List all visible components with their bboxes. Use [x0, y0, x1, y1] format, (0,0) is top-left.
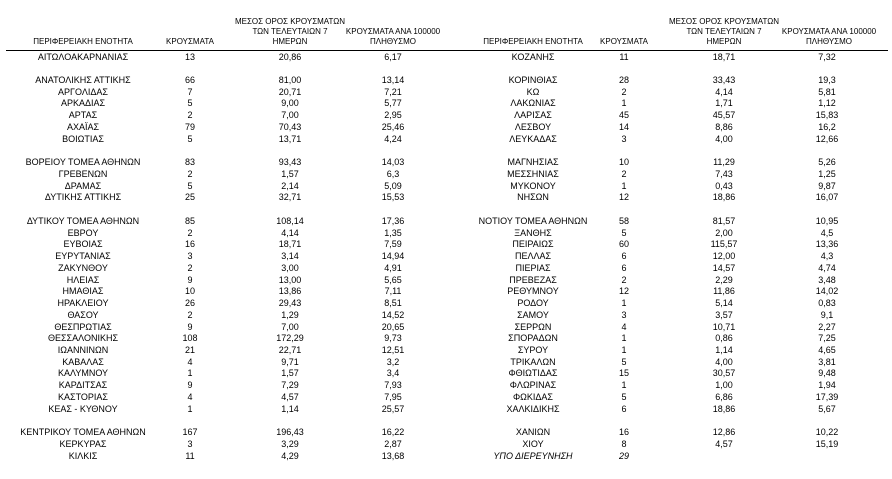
cell-cases: 13 — [184, 51, 195, 62]
cell-per100k: 5,09 — [384, 180, 402, 191]
cell-avg7: 0,86 — [715, 333, 733, 344]
cell-cases: 2 — [621, 168, 627, 179]
cell-region: ΚΑΛΥΜΝΟΥ — [57, 368, 109, 379]
header-avg7: ΜΕΣΟΣ ΟΡΟΣ ΚΡΟΥΣΜΑΤΩΝ ΤΩΝ ΤΕΛΕΥΤΑΙΩΝ 7 ΗΜΕΡΩΝ — [234, 17, 346, 46]
cell-per100k: 1,35 — [384, 227, 402, 238]
cell-cases: 2 — [187, 309, 193, 320]
cell-avg7: 1,57 — [281, 168, 299, 179]
cell-region: ΑΡΚΑΔΙΑΣ — [60, 98, 106, 109]
cell-cases: 60 — [618, 239, 629, 250]
cell-per100k: 15,19 — [815, 438, 839, 449]
cell-per100k: 4,91 — [384, 262, 402, 273]
cell-cases: 1 — [621, 298, 627, 309]
cell-region: ΛΕΣΒΟΥ — [514, 121, 552, 132]
cell-cases: 3 — [187, 251, 193, 262]
cell-per100k: 0,83 — [818, 298, 836, 309]
cell-region: ΔΡΑΜΑΣ — [64, 180, 102, 191]
cell-avg7: 1,14 — [715, 345, 733, 355]
cell-cases: 7 — [187, 86, 193, 97]
cell-region: ΞΑΝΘΗΣ — [514, 227, 552, 238]
cell-region: ΓΡΕΒΕΝΩΝ — [58, 168, 108, 179]
cell-per100k: 1,94 — [818, 380, 836, 391]
cell-region: ΝΟΤΙΟΥ ΤΟΜΕΑ ΑΘΗΝΩΝ — [478, 215, 588, 226]
cell-avg7: 81,00 — [278, 74, 302, 85]
cell-avg7: 1,29 — [281, 309, 299, 320]
cell-cases: 2 — [187, 227, 193, 238]
cell-per100k: 25,46 — [381, 121, 405, 132]
cell-avg7: 4,29 — [281, 450, 299, 461]
cell-avg7: 3,29 — [281, 438, 299, 449]
cell-cases: 16 — [184, 239, 195, 250]
cell-avg7: 70,43 — [278, 121, 302, 132]
cell-per100k: 9,73 — [384, 333, 402, 344]
cell-per100k: 12,51 — [381, 345, 405, 355]
cell-avg7: 30,57 — [712, 368, 736, 379]
cell-avg7: 18,71 — [712, 51, 736, 62]
cell-avg7: 4,57 — [715, 438, 733, 449]
cell-cases: 2 — [621, 274, 627, 285]
cell-cases: 6 — [621, 403, 627, 414]
cell-per100k: 2,95 — [384, 110, 402, 121]
cell-cases: 2 — [187, 110, 193, 121]
cell-avg7: 10,71 — [712, 321, 736, 332]
cell-per100k: 5,26 — [818, 157, 836, 168]
header-cases: ΚΡΟΥΣΜΑΤΑ — [166, 37, 214, 46]
cell-avg7: 14,57 — [712, 262, 736, 273]
cell-per100k: 1,12 — [818, 98, 836, 109]
cell-avg7: 196,43 — [276, 427, 304, 438]
cell-per100k: 4,74 — [818, 262, 836, 273]
cell-avg7: 22,71 — [278, 345, 302, 355]
cell-cases: 10 — [184, 286, 195, 297]
cell-avg7: 172,29 — [276, 333, 304, 344]
cell-per100k: 6,3 — [386, 168, 400, 179]
cell-region: ΗΜΑΘΙΑΣ — [62, 286, 104, 297]
cell-region: ΧΙΟΥ — [522, 438, 544, 449]
cell-avg7: 1,71 — [715, 98, 733, 109]
cell-avg7: 3,00 — [281, 262, 299, 273]
cell-region: ΣΥΡΟΥ — [517, 345, 549, 355]
cell-cases: 12 — [618, 286, 629, 297]
cell-region: ΚΕΝΤΡΙΚΟΥ ΤΟΜΕΑ ΑΘΗΝΩΝ — [20, 427, 146, 438]
cell-region: ΚΟΡΙΝΘΙΑΣ — [508, 74, 558, 85]
cell-per100k: 9,48 — [818, 368, 836, 379]
cell-cases: 83 — [184, 157, 195, 168]
cell-cases: 9 — [187, 274, 193, 285]
cell-avg7: 6,86 — [715, 391, 733, 402]
cell-cases: 29 — [618, 450, 629, 461]
cell-per100k: 13,14 — [381, 74, 405, 85]
cell-per100k: 17,36 — [381, 215, 405, 226]
cell-cases: 5 — [621, 227, 627, 238]
cell-cases: 8 — [621, 438, 627, 449]
cell-per100k: 14,02 — [815, 286, 839, 297]
cell-avg7: 18,86 — [712, 403, 736, 414]
cell-cases: 14 — [618, 121, 629, 132]
cell-per100k: 17,39 — [815, 391, 839, 402]
cell-cases: 28 — [618, 74, 629, 85]
cell-region: ΚΑΣΤΟΡΙΑΣ — [58, 391, 108, 402]
cell-cases: 1 — [621, 98, 627, 109]
cell-per100k: 14,03 — [381, 157, 405, 168]
cell-avg7: 4,14 — [281, 227, 299, 238]
cell-per100k: 9,1 — [820, 309, 834, 320]
cell-avg7: 108,14 — [276, 215, 304, 226]
cell-region: ΣΑΜΟΥ — [517, 309, 549, 320]
cell-cases: 16 — [618, 427, 629, 438]
cell-per100k: 5,65 — [384, 274, 402, 285]
cell-cases: 11 — [185, 450, 195, 461]
cell-avg7: 13,00 — [278, 274, 302, 285]
cell-avg7: 3,57 — [715, 309, 733, 320]
cell-cases: 4 — [187, 356, 193, 367]
cell-region: ΚΙΛΚΙΣ — [68, 450, 98, 461]
cell-cases: 5 — [621, 356, 627, 367]
cell-per100k: 15,53 — [381, 192, 405, 203]
cell-avg7: 45,57 — [712, 110, 736, 121]
cell-avg7: 11,86 — [713, 286, 735, 297]
cell-avg7: 2,00 — [715, 227, 733, 238]
cell-cases: 12 — [618, 192, 629, 203]
cell-region: ΦΛΩΡΙΝΑΣ — [509, 380, 557, 391]
cell-avg7: 33,43 — [712, 74, 736, 85]
cell-per100k: 7,32 — [818, 51, 836, 62]
cell-region: ΙΩΑΝΝΙΝΩΝ — [57, 345, 109, 355]
cell-region: ΚΑΡΔΙΤΣΑΣ — [58, 380, 108, 391]
cell-cases: 79 — [184, 121, 195, 132]
cell-region: ΔΥΤΙΚΟΥ ΤΟΜΕΑ ΑΘΗΝΩΝ — [26, 215, 140, 226]
cell-per100k: 7,21 — [384, 86, 402, 97]
cell-per100k: 16,2 — [818, 121, 836, 132]
cell-region: ΖΑΚΥΝΘΟΥ — [58, 262, 108, 273]
cell-avg7: 7,29 — [281, 380, 299, 391]
cell-per100k: 19,3 — [818, 74, 836, 85]
header-per100k: ΚΡΟΥΣΜΑΤΑ ΑΝΑ 100000 ΠΛΗΘΥΣΜΟ — [781, 27, 877, 46]
cell-per100k: 3,4 — [386, 368, 400, 379]
header-region: ΠΕΡΙΦΕΡΕΙΑΚΗ ΕΝΟΤΗΤΑ — [483, 37, 583, 46]
cell-cases: 25 — [184, 192, 195, 203]
cell-per100k: 7,11 — [384, 286, 402, 297]
cell-avg7: 13,86 — [278, 286, 302, 297]
cell-region: ΑΙΤΩΛΟΑΚΑΡΝΑΝΙΑΣ — [37, 51, 129, 62]
cell-region: ΧΑΛΚΙΔΙΚΗΣ — [506, 403, 560, 414]
cell-cases: 5 — [187, 133, 193, 144]
cell-cases: 3 — [187, 438, 193, 449]
cell-region: ΛΑΚΩΝΙΑΣ — [510, 98, 556, 109]
cell-per100k: 7,95 — [384, 391, 402, 402]
cell-per100k: 6,17 — [384, 51, 402, 62]
cell-cases: 9 — [187, 380, 193, 391]
cell-cases: 2 — [187, 168, 193, 179]
cell-region: ΚΕΑΣ - ΚΥΘΝΟΥ — [48, 403, 118, 414]
cell-avg7: 4,00 — [715, 133, 733, 144]
cell-region: ΗΛΕΙΑΣ — [66, 274, 100, 285]
header-cases: ΚΡΟΥΣΜΑΤΑ — [600, 37, 648, 46]
cell-per100k: 4,5 — [820, 227, 834, 238]
cell-avg7: 1,57 — [281, 368, 299, 379]
cell-per100k: 4,3 — [820, 251, 834, 262]
cell-per100k: 25,57 — [381, 403, 405, 414]
cell-cases: 167 — [182, 427, 198, 438]
table-right-half — [446, 0, 892, 479]
cell-region: ΜΕΣΣΗΝΙΑΣ — [507, 168, 559, 179]
cell-region: ΛΕΥΚΑΔΑΣ — [509, 133, 557, 144]
cell-per100k: 9,87 — [818, 180, 836, 191]
cell-per100k: 5,67 — [818, 403, 836, 414]
cell-region: ΘΕΣΣΑΛΟΝΙΚΗΣ — [47, 333, 119, 344]
cell-avg7: 81,57 — [712, 215, 736, 226]
cell-avg7: 7,00 — [281, 110, 299, 121]
cell-region: ΚΩ — [526, 86, 540, 97]
cell-cases: 9 — [187, 321, 193, 332]
cell-cases: 58 — [618, 215, 629, 226]
cell-region: ΕΒΡΟΥ — [67, 227, 99, 238]
cell-per100k: 16,07 — [815, 192, 839, 203]
cell-region: ΑΧΑΪΑΣ — [66, 121, 100, 132]
cell-region: ΗΡΑΚΛΕΙΟΥ — [57, 298, 109, 309]
cell-avg7: 4,14 — [715, 86, 733, 97]
cell-cases: 1 — [621, 380, 627, 391]
cell-per100k: 5,77 — [384, 98, 402, 109]
cell-cases: 26 — [184, 298, 195, 309]
cell-per100k: 2,87 — [384, 438, 402, 449]
cell-region: ΛΑΡΙΣΑΣ — [514, 110, 552, 121]
cell-region: ΚΟΖΑΝΗΣ — [511, 51, 555, 62]
cell-cases: 2 — [187, 262, 193, 273]
cell-cases: 1 — [187, 368, 193, 379]
cell-cases: 66 — [184, 74, 195, 85]
cell-per100k: 1,25 — [818, 168, 836, 179]
cell-per100k: 10,22 — [815, 427, 839, 438]
cell-cases: 5 — [187, 180, 193, 191]
cell-cases: 108 — [182, 333, 198, 344]
cell-cases: 15 — [618, 368, 629, 379]
cell-region: ΒΟΡΕΙΟΥ ΤΟΜΕΑ ΑΘΗΝΩΝ — [25, 157, 141, 168]
cell-avg7: 20,86 — [278, 51, 302, 62]
cell-avg7: 32,71 — [278, 192, 302, 203]
cell-per100k: 12,66 — [815, 133, 839, 144]
cell-cases: 5 — [621, 391, 627, 402]
cell-region: ΔΥΤΙΚΗΣ ΑΤΤΙΚΗΣ — [44, 192, 122, 203]
cell-avg7: 3,14 — [281, 251, 299, 262]
cell-cases: 3 — [621, 309, 627, 320]
cell-per100k: 2,27 — [818, 321, 836, 332]
cell-cases: 10 — [618, 157, 629, 168]
cell-per100k: 4,65 — [818, 345, 836, 355]
cell-avg7: 8,86 — [715, 121, 733, 132]
cell-region: ΝΗΣΩΝ — [517, 192, 549, 203]
cell-per100k: 10,95 — [815, 215, 839, 226]
cell-avg7: 115,57 — [710, 239, 738, 250]
cell-avg7: 7,43 — [715, 168, 733, 179]
cell-per100k: 5,81 — [818, 86, 836, 97]
cell-per100k: 13,36 — [815, 239, 839, 250]
cell-region: ΥΠΟ ΔΙΕΡΕΥΝΗΣΗ — [493, 450, 573, 461]
cell-avg7: 2,14 — [281, 180, 299, 191]
cell-avg7: 13,71 — [278, 133, 302, 144]
cell-cases: 6 — [621, 251, 627, 262]
cell-region: ΒΟΙΩΤΙΑΣ — [62, 133, 104, 144]
cell-cases: 4 — [187, 391, 193, 402]
cell-avg7: 9,71 — [281, 356, 299, 367]
cell-avg7: 4,00 — [715, 356, 733, 367]
cell-avg7: 2,29 — [715, 274, 733, 285]
cell-cases: 4 — [621, 321, 627, 332]
cell-avg7: 93,43 — [278, 157, 302, 168]
cell-region: ΠΡΕΒΕΖΑΣ — [509, 274, 557, 285]
cell-cases: 3 — [621, 133, 627, 144]
cell-region: ΧΑΝΙΩΝ — [515, 427, 551, 438]
cell-region: ΚΕΡΚΥΡΑΣ — [59, 438, 107, 449]
cell-per100k: 7,25 — [818, 333, 836, 344]
header-per100k: ΚΡΟΥΣΜΑΤΑ ΑΝΑ 100000 ΠΛΗΘΥΣΜΟ — [345, 27, 441, 46]
cell-avg7: 20,71 — [278, 86, 302, 97]
cell-cases: 6 — [621, 262, 627, 273]
cell-region: ΦΩΚΙΔΑΣ — [513, 391, 553, 402]
cell-region: ΣΠΟΡΑΔΩΝ — [508, 333, 558, 344]
cell-avg7: 11,29 — [713, 157, 735, 168]
cell-region: ΡΕΘΥΜΝΟΥ — [507, 286, 559, 297]
cell-per100k: 3,81 — [818, 356, 836, 367]
cell-cases: 1 — [621, 333, 627, 344]
header-avg7: ΜΕΣΟΣ ΟΡΟΣ ΚΡΟΥΣΜΑΤΩΝ ΤΩΝ ΤΕΛΕΥΤΑΙΩΝ 7 ΗΜΕΡΩΝ — [668, 17, 780, 46]
header-region: ΠΕΡΙΦΕΡΕΙΑΚΗ ΕΝΟΤΗΤΑ — [33, 37, 133, 46]
cell-region: ΑΝΑΤΟΛΙΚΗΣ ΑΤΤΙΚΗΣ — [35, 74, 131, 85]
cell-region: ΦΘΙΩΤΙΔΑΣ — [508, 368, 558, 379]
cell-avg7: 1,14 — [281, 403, 299, 414]
cell-per100k: 20,65 — [381, 321, 405, 332]
cell-per100k: 15,83 — [815, 110, 839, 121]
cell-region: ΡΟΔΟΥ — [517, 298, 549, 309]
cell-avg7: 0,43 — [715, 180, 733, 191]
cell-region: ΣΕΡΡΩΝ — [514, 321, 552, 332]
cell-region: ΕΥΒΟΙΑΣ — [63, 239, 103, 250]
cell-avg7: 7,00 — [281, 321, 299, 332]
cell-cases: 45 — [618, 110, 629, 121]
cell-per100k: 16,22 — [381, 427, 405, 438]
cell-cases: 85 — [184, 215, 195, 226]
cell-per100k: 7,93 — [384, 380, 402, 391]
cell-per100k: 14,94 — [381, 251, 405, 262]
cell-region: ΑΡΓΟΛΙΔΑΣ — [58, 86, 108, 97]
cell-cases: 1 — [187, 403, 193, 414]
cell-region: ΘΑΣΟΥ — [67, 309, 99, 320]
cell-region: ΘΕΣΠΡΩΤΙΑΣ — [54, 321, 112, 332]
cell-avg7: 12,86 — [712, 427, 736, 438]
cell-region: ΤΡΙΚΑΛΩΝ — [510, 356, 556, 367]
cell-avg7: 1,00 — [715, 380, 733, 391]
cell-cases: 21 — [184, 345, 195, 355]
cell-per100k: 3,2 — [386, 356, 400, 367]
cell-avg7: 18,71 — [278, 239, 302, 250]
cell-per100k: 8,51 — [384, 298, 402, 309]
cell-per100k: 7,59 — [384, 239, 402, 250]
cell-per100k: 13,68 — [381, 450, 405, 461]
cell-cases: 11 — [619, 51, 629, 62]
cell-avg7: 29,43 — [278, 298, 302, 309]
cell-avg7: 9,00 — [281, 98, 299, 109]
cell-avg7: 18,86 — [712, 192, 736, 203]
cell-avg7: 4,57 — [281, 391, 299, 402]
cell-per100k: 4,24 — [384, 133, 402, 144]
cell-per100k: 14,52 — [381, 309, 405, 320]
cell-region: ΜΥΚΟΝΟΥ — [510, 180, 556, 191]
cell-region: ΠΙΕΡΙΑΣ — [515, 262, 551, 273]
cell-cases: 2 — [621, 86, 627, 97]
cell-region: ΕΥΡΥΤΑΝΙΑΣ — [55, 251, 111, 262]
cell-cases: 1 — [621, 345, 627, 355]
cell-region: ΜΑΓΝΗΣΙΑΣ — [507, 157, 559, 168]
cell-per100k: 3,48 — [818, 274, 836, 285]
cell-region: ΚΑΒΑΛΑΣ — [62, 356, 104, 367]
cell-region: ΠΕΛΛΑΣ — [514, 251, 552, 262]
cell-region: ΠΕΙΡΑΙΩΣ — [512, 239, 554, 250]
cell-region: ΑΡΤΑΣ — [68, 110, 98, 121]
cell-cases: 5 — [187, 98, 193, 109]
cell-avg7: 12,00 — [712, 251, 736, 262]
cell-cases: 1 — [621, 180, 627, 191]
cell-avg7: 5,14 — [715, 298, 733, 309]
